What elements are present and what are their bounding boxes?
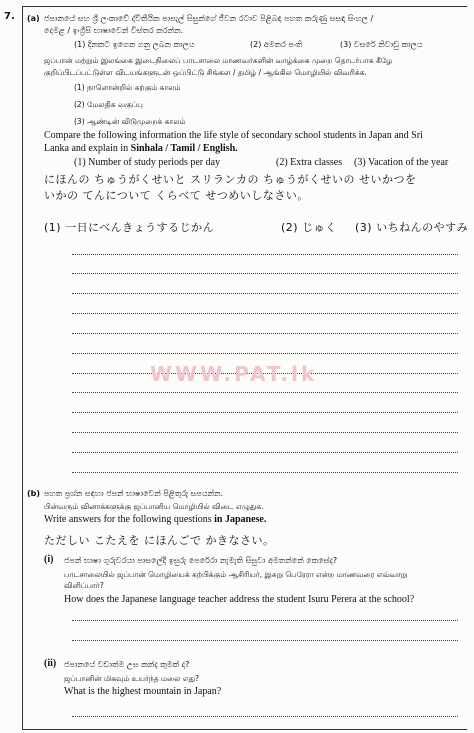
answer-line[interactable]	[72, 412, 458, 413]
question-ii-label: (ii)	[44, 658, 57, 669]
part-a-tamil-option-1: (1) நாளொன்றில் கற்கும் காலம்	[74, 83, 181, 92]
part-a-english-option-2: (2) Extra classes	[276, 157, 343, 168]
watermark: WWW.PAT.lk	[150, 362, 318, 386]
answer-line[interactable]	[72, 620, 458, 621]
part-a-japanese-option-1: (1) 一日にべんきょうするじかん	[44, 221, 215, 234]
part-a-tamil-instruction-1: ஜப்பான் மற்றும் இலங்கை இடைநிலைப் பாடசாலை மாணவர்களின் வாழ்க்கை முறை தொடர்பாக கீழே	[44, 56, 393, 65]
part-a-sinhala-option-1: (1) දිනකට ඉගෙන ගනු ලබන කාලය	[74, 40, 195, 49]
part-a-english-option-3: (3) Vacation of the year	[354, 157, 449, 168]
answer-line[interactable]	[72, 293, 458, 294]
answer-line[interactable]	[72, 392, 458, 393]
answer-line[interactable]	[72, 254, 458, 255]
question-ii-english: What is the highest mountain in Japan?	[64, 686, 222, 697]
answer-line[interactable]	[72, 353, 458, 354]
part-a-tamil-option-3: (3) ஆண்டின் விடுமுறைக் காலம்	[74, 117, 186, 126]
part-b-tamil-instruction: பின்வரும் வினாக்களுக்கு ஜப்பானிய மொழியில் விடை எழுதுக.	[44, 502, 264, 511]
part-b-label: (b)	[27, 489, 41, 498]
part-b-japanese-instruction: ただしい こたえを にほんごで かきなさい。	[44, 534, 275, 547]
answer-line[interactable]	[72, 452, 458, 453]
question-number: 7.	[4, 11, 15, 22]
part-b-english-instruction: Write answers for the following questions in Japanese.	[44, 514, 267, 525]
part-a-japanese-instruction-2: いかの てんについて くらべて せつめいしなさい。	[44, 189, 309, 202]
part-a-japanese-option-2: (2) じゅく	[281, 221, 337, 234]
part-b-sinhala-instruction: පහත ප්‍රශ්න සඳහා ජපන් භාෂාවෙන් පිළිතුරු සපයන්න.	[44, 489, 224, 498]
answer-line[interactable]	[72, 716, 458, 717]
answer-line[interactable]	[72, 432, 458, 433]
part-a-sinhala-instruction-1: ජපානයේ සහ ශ්‍රී ලංකාවේ ද්විතීයික පාසැල් සිසුන්ගේ ජීවන රටාව පිළිබඳ පහත කරුණු සසඳා සිංහල /	[44, 14, 374, 23]
answer-line[interactable]	[72, 640, 458, 641]
question-i-tamil-1: பாடசாலையில் ஜப்பான் மொழியைக் கற்பிக்கும் ஆசிரியர், இசுறு பெரேரா என்ற மாணவரை எவ்வாறு	[64, 570, 408, 579]
part-a-english-instruction-1: Compare the following information the life style of secondary school students in Japan and Sri	[44, 130, 423, 141]
answer-line[interactable]	[72, 333, 458, 334]
question-ii-tamil: ஜப்பானின் மிகவும் உயர்ந்த மலை எது?	[64, 674, 200, 683]
part-a-tamil-option-2: (2) மேலதிக வகுப்பு	[74, 100, 143, 109]
part-a-label: (a)	[27, 14, 40, 23]
part-a-japanese-option-3: (3) いちねんのやすみ	[355, 221, 469, 234]
answer-line[interactable]	[72, 313, 458, 314]
question-i-label: (i)	[44, 554, 54, 565]
question-ii-sinhala: ජපානයේ වඩාත්ම උස කන්ද කුමක් ද?	[64, 660, 190, 669]
part-a-english-instruction-2: Lanka and explain in Sinhala / Tamil / English.	[44, 143, 238, 154]
question-i-tamil-2: விளிப்பார்?	[64, 581, 104, 590]
part-a-english-option-1: (1) Number of study periods per day	[74, 157, 221, 168]
part-a-sinhala-instruction-2: දෙමළ / ඉංග්‍රීසි භාෂාවෙන් විස්තර කරන්න.	[44, 26, 184, 35]
part-a-sinhala-option-2: (2) අමතර පංති	[250, 40, 303, 49]
question-i-english: How does the Japanese language teacher address the student Isuru Perera at the school?	[64, 594, 415, 605]
question-i-sinhala: ජපන් භාෂා ගුරුවරයා පාසලේදී ඉසුරු පෙරේරා නැමැති සිසුවා අමතන්නේ කෙසේද?	[64, 556, 338, 565]
part-a-sinhala-option-3: (3) වසරේ නිවාඩු කාලය	[340, 40, 423, 49]
part-a-japanese-instruction-1: にほんの ちゅうがくせいと スリランカの ちゅうがくせいの せいかつを	[44, 173, 417, 186]
answer-line[interactable]	[72, 273, 458, 274]
part-a-tamil-instruction-2: குறிப்பிடப்பட்டுள்ள விடயங்களுடன் ஒப்பிட்டு சிங்கள / தமிழ் / ஆங்கில மொழியில் விவரிக்க.	[44, 68, 367, 77]
answer-line[interactable]	[72, 472, 458, 473]
